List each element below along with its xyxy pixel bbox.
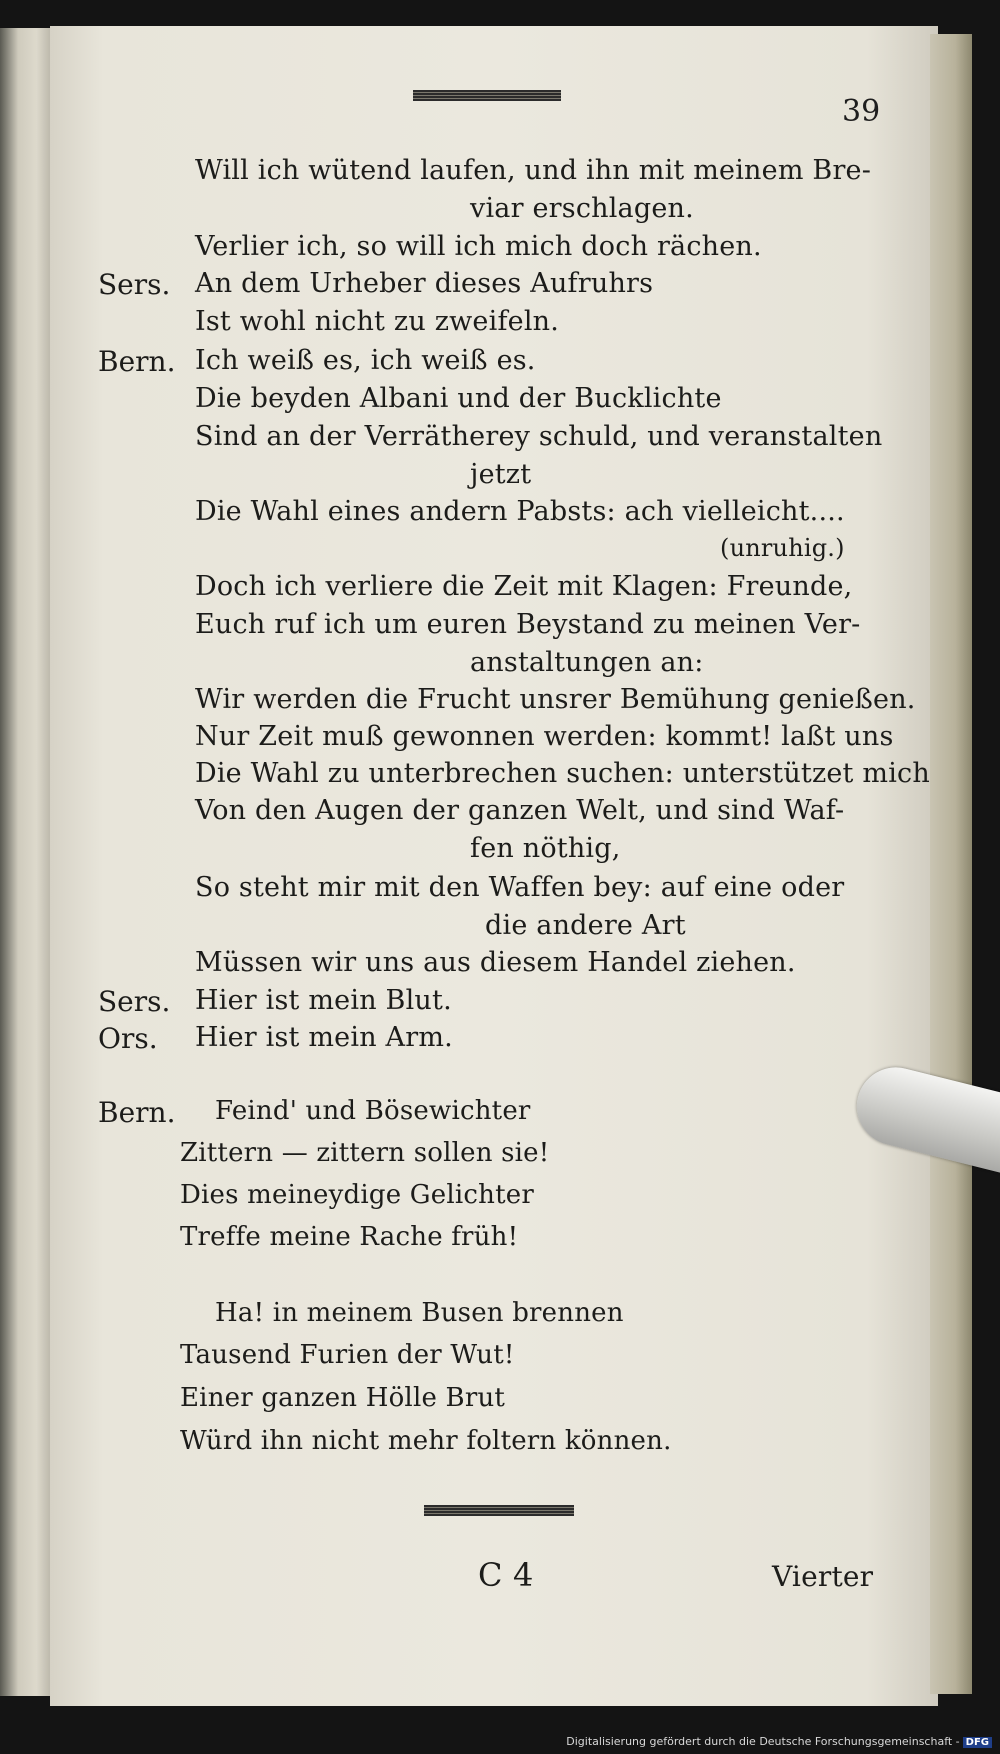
aria-line: Feind' und Bösewichter (215, 1096, 531, 1126)
aria-line: Tausend Furien der Wut! (180, 1340, 515, 1370)
page-number: 39 (842, 94, 881, 129)
speaker-label: Sers. (98, 985, 171, 1018)
text-line: Sind an der Verrätherey schuld, und veranstalten (195, 421, 883, 452)
text-line: jetzt (470, 459, 532, 490)
text-line: Doch ich verliere die Zeit mit Klagen: Freunde, (195, 571, 853, 602)
speaker-label: Sers. (98, 268, 171, 301)
aria-line: Zittern — zittern sollen sie! (180, 1138, 550, 1168)
aria-speaker-label: Bern. (98, 1096, 176, 1129)
credit-text: Digitalisierung gefördert durch die Deutsche Forschungsgemeinschaft - (566, 1735, 960, 1748)
text-line: Die beyden Albani und der Bucklichte (195, 383, 722, 414)
signature-mark: C 4 (478, 1556, 534, 1594)
speaker-label: Ors. (98, 1022, 158, 1055)
text-line: Ist wohl nicht zu zweifeln. (195, 306, 560, 337)
dfg-logo: DFG (963, 1737, 992, 1748)
text-line: anstaltungen an: (470, 647, 704, 678)
text-line: fen nöthig, (470, 833, 621, 864)
text-line: Verlier ich, so will ich mich doch rächen. (195, 231, 762, 262)
text-line: die andere Art (485, 910, 686, 941)
aria-line: Würd ihn nicht mehr foltern können. (180, 1426, 672, 1456)
text-line: Von den Augen der ganzen Welt, und sind Waf- (195, 795, 845, 826)
text-line: Hier ist mein Arm. (195, 1022, 453, 1053)
text-line: Die Wahl eines andern Pabsts: ach vielleicht.... (195, 496, 845, 527)
text-line: Die Wahl zu unterbrechen suchen: unterstützet mich (195, 758, 930, 789)
aria-line: Einer ganzen Hölle Brut (180, 1383, 506, 1413)
text-line: Wir werden die Frucht unsrer Bemühung genießen. (195, 684, 916, 715)
aria-line: Dies meineydige Gelichter (180, 1180, 534, 1210)
catchword: Vierter (772, 1560, 874, 1593)
text-line: viar erschlagen. (470, 193, 694, 224)
stage-direction: (unruhig.) (720, 534, 845, 562)
text-line: Will ich wütend laufen, und ihn mit meinem Bre- (195, 155, 872, 186)
text-line: Nur Zeit muß gewonnen werden: kommt! laßt uns (195, 721, 894, 752)
text-line: An dem Urheber dieses Aufruhrs (195, 268, 654, 299)
header-rule (413, 90, 561, 101)
facing-page-edge (0, 28, 52, 1696)
aria-line: Ha! in meinem Busen brennen (215, 1298, 624, 1328)
text-line: Euch ruf ich um euren Beystand zu meinen Ver- (195, 609, 861, 640)
text-line: Hier ist mein Blut. (195, 985, 452, 1016)
aria-line: Treffe meine Rache früh! (180, 1222, 519, 1252)
text-line: Ich weiß es, ich weiß es. (195, 345, 536, 376)
text-line: Müssen wir uns aus diesem Handel ziehen. (195, 947, 796, 978)
footer-rule (424, 1505, 574, 1516)
page-block-edge (930, 34, 972, 1694)
speaker-label: Bern. (98, 345, 176, 378)
text-line: So steht mir mit den Waffen bey: auf eine oder (195, 872, 845, 903)
digitization-credit (566, 1735, 992, 1748)
